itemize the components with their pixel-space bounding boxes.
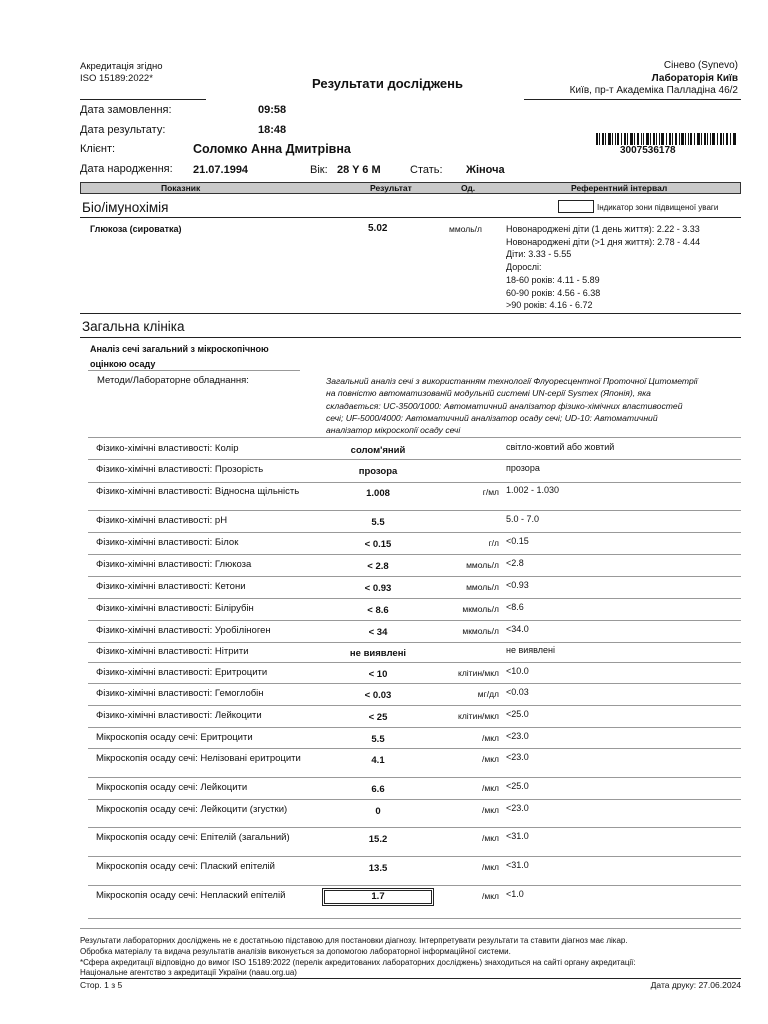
row-unit: г/л [488, 538, 499, 548]
row-indicator: Мікроскопія осаду сечі: Лейкоцити [96, 782, 248, 793]
row-indicator: Фізико-хімічні властивості: Гемоглобін [96, 688, 264, 699]
result-time: 18:48 [258, 124, 287, 136]
lab-city: Лабораторія Київ [651, 72, 738, 84]
glucose-reference-line: Діти: 3.33 - 5.55 [506, 249, 572, 260]
row-indicator: Фізико-хімічні властивості: Еритроцити [96, 667, 268, 678]
col-result: Результат [370, 183, 412, 193]
row-unit: /мкл [482, 891, 499, 901]
lab-address: Київ, пр-т Академіка Палладіна 46/2 [569, 85, 738, 96]
row-indicator: Фізико-хімічні властивості: Колір [96, 443, 239, 454]
row-divider [88, 727, 741, 728]
accreditation-note [80, 61, 163, 85]
urinalysis-name-line-1: Аналіз сечі загальний з мікроскопічною [90, 344, 269, 354]
row-unit: /мкл [482, 862, 499, 872]
clinic-divider-top [80, 313, 741, 314]
age-value: 28 Y 6 M [337, 164, 381, 176]
client-label: Клієнт: [80, 143, 116, 155]
row-indicator: Фізико-хімічні властивості: Білірубін [96, 603, 254, 614]
warning-indicator-label: Індикатор зони підвищеної уваги [597, 203, 719, 212]
row-reference: <25.0 [506, 781, 529, 791]
row-divider [88, 918, 741, 919]
barcode-icon [596, 133, 736, 145]
row-divider [88, 598, 741, 599]
row-unit: /мкл [482, 754, 499, 764]
row-divider [88, 827, 741, 828]
glucose-reference-line: Дорослі: [506, 262, 542, 273]
lab-name: Сінево (Synevo) [663, 60, 738, 71]
order-time: 09:58 [258, 104, 287, 116]
row-result: не виявлені [349, 648, 407, 659]
row-result: 0 [375, 806, 381, 817]
section-clinic-title: Загальна клініка [82, 319, 185, 334]
row-unit: мкмоль/л [462, 604, 499, 614]
row-divider [88, 482, 741, 483]
header-divider-right [524, 99, 741, 100]
row-result: 1.7 [324, 890, 432, 904]
row-indicator: Фізико-хімічні властивості: Білок [96, 537, 239, 548]
row-reference: <8.6 [506, 602, 524, 612]
row-divider [88, 777, 741, 778]
row-result: < 10 [368, 669, 388, 680]
warning-indicator-box [558, 200, 594, 213]
row-divider [88, 885, 741, 886]
row-reference: прозора [506, 463, 540, 473]
row-indicator: Фізико-хімічні властивості: pH [96, 515, 228, 526]
col-indicator: Показник [161, 183, 201, 193]
row-result: < 0.15 [364, 539, 392, 550]
row-divider [88, 554, 741, 555]
footer-bottom-divider [80, 978, 741, 979]
row-unit: мг/дл [477, 689, 499, 699]
page-number: Стор. 1 з 5 [80, 980, 123, 990]
row-reference: <31.0 [506, 860, 529, 870]
row-unit: /мкл [482, 733, 499, 743]
urinalysis-divider [88, 370, 300, 371]
footer-line-1: Результати лабораторних досліджень не є достатньою підставою для постановки діагнозу. Інтерпретувати результати та ставити діагноз має лікар. [80, 936, 628, 945]
row-divider [88, 705, 741, 706]
method-divider [88, 437, 741, 438]
row-reference: <1.0 [506, 889, 524, 899]
row-indicator: Фізико-хімічні властивості: Уробіліноген [96, 625, 271, 636]
row-unit: клітин/мкл [458, 668, 499, 678]
sex-value: Жіноча [466, 164, 505, 176]
row-result: < 25 [368, 712, 388, 723]
row-divider [88, 576, 741, 577]
row-reference: не виявлені [506, 645, 555, 655]
row-unit: ммоль/л [466, 582, 499, 592]
section-bio-title: Біо/імунохімія [82, 200, 169, 215]
result-date-label: Дата результату: [80, 124, 166, 136]
row-reference: <0.93 [506, 580, 529, 590]
order-date-label: Дата замовлення: [80, 104, 172, 116]
row-reference: <25.0 [506, 709, 529, 719]
row-reference: 1.002 - 1.030 [506, 485, 560, 495]
row-reference: <31.0 [506, 831, 529, 841]
row-divider [88, 459, 741, 460]
row-indicator: Мікроскопія осаду сечі: Еритроцити [96, 732, 253, 743]
print-date: Дата друку: 27.06.2024 [650, 980, 741, 990]
row-result: < 2.8 [367, 561, 389, 572]
accreditation-line-2: ISO 15189:2022* [80, 73, 153, 84]
header-divider-left [80, 99, 206, 100]
row-indicator: Мікроскопія осаду сечі: Нелізовані еритроцити [96, 753, 301, 764]
row-indicator: Фізико-хімічні властивості: Лейкоцити [96, 710, 262, 721]
row-reference: <0.03 [506, 687, 529, 697]
accreditation-line-1: Акредитація згідно [80, 61, 163, 72]
glucose-reference [506, 223, 700, 312]
glucose-reference-line: 18-60 років: 4.11 - 5.89 [506, 274, 600, 285]
birth-date: 21.07.1994 [193, 164, 249, 176]
bio-divider [80, 217, 741, 218]
row-reference: 5.0 - 7.0 [506, 514, 540, 524]
glucose-reference-line: Новонароджені діти (>1 дня життя): 2.78 - 4.44 [506, 236, 701, 247]
age-label: Вік: [310, 164, 328, 176]
row-result: 15.2 [368, 834, 388, 845]
footer-line-3: *Сфера акредитації відповідно до вимог ISO 15189:2022 (перелік акредитованих лабораторних досліджень) знаходиться на сайті органу акредитації: [80, 958, 636, 967]
row-divider [88, 683, 741, 684]
page-title: Результати досліджень [312, 76, 463, 91]
row-reference: світло-жовтий або жовтий [506, 442, 615, 452]
row-result: 5.5 [371, 517, 385, 528]
glucose-value: 5.02 [368, 223, 388, 234]
row-result: 5.5 [371, 734, 385, 745]
row-result: 1.008 [366, 488, 390, 499]
row-divider [88, 532, 741, 533]
row-unit: клітин/мкл [458, 711, 499, 721]
method-label: Методи/Лабораторне обладнання: [97, 375, 249, 386]
row-indicator: Фізико-хімічні властивості: Глюкоза [96, 559, 252, 570]
row-result: < 34 [368, 627, 388, 638]
sex-label: Стать: [410, 164, 443, 176]
row-indicator: Фізико-хімічні властивості: Відносна щільність [96, 486, 300, 497]
row-reference: <23.0 [506, 752, 529, 762]
row-reference: <2.8 [506, 558, 524, 568]
row-divider [88, 620, 741, 621]
row-result: < 0.93 [364, 583, 392, 594]
glucose-reference-line: 60-90 років: 4.56 - 6.38 [506, 287, 601, 298]
method-description: Загальний аналіз сечі з використанням технології Флуоресцентної Проточної Цитометрії на повністю автоматизованій модульній системі UN-серії Sysmex (Японія), яка складається: UC-3500/1000: Автоматичний аналізатор фізико-хімічних властивостей сечі; UF-5000/4000: Автоматичний аналізатор осаду сечі; UD-10: Автоматичний аналізатор мікроскопії осаду сечі [326, 376, 698, 436]
urinalysis-test-name [90, 342, 269, 372]
row-reference: <34.0 [506, 624, 529, 634]
row-result: солом'яний [350, 445, 406, 456]
footer-divider [80, 928, 741, 929]
row-reference: <23.0 [506, 731, 529, 741]
glucose-reference-line: Новонароджені діти (1 день життя): 2.22 - 3.33 [506, 224, 700, 234]
client-name: Соломко Анна Дмитрівна [193, 142, 351, 156]
row-unit: /мкл [482, 805, 499, 815]
row-unit: /мкл [482, 833, 499, 843]
row-divider [88, 799, 741, 800]
row-reference: <23.0 [506, 803, 529, 813]
footer-line-4: Національне агентство з акредитації України (naau.org.ua) [80, 968, 297, 977]
barcode-number: 3007536178 [620, 145, 676, 156]
row-unit: /мкл [482, 783, 499, 793]
row-result: < 0.03 [364, 690, 392, 701]
row-divider [88, 748, 741, 749]
urinalysis-name-line-2: оцінкою осаду [90, 359, 156, 369]
row-result: 4.1 [371, 755, 385, 766]
row-indicator: Мікроскопія осаду сечі: Епітелій (загальний) [96, 832, 290, 843]
row-unit: мкмоль/л [462, 626, 499, 636]
col-reference: Референтний інтервал [571, 183, 668, 193]
lab-info [570, 60, 738, 98]
glucose-test-name: Глюкоза (сироватка) [90, 224, 182, 234]
row-divider [88, 856, 741, 857]
row-divider [88, 662, 741, 663]
row-indicator: Фізико-хімічні властивості: Нітрити [96, 646, 249, 657]
glucose-reference-line: >90 років: 4.16 - 6.72 [506, 300, 593, 311]
footer-line-2: Обробка матеріалу та видача результатів аналізів виконується за допомогою лабораторної інформаційної системи. [80, 947, 511, 956]
row-result: прозора [358, 466, 398, 477]
row-unit: г/мл [482, 487, 499, 497]
row-reference: <0.15 [506, 536, 529, 546]
row-result: 6.6 [371, 784, 385, 795]
row-result: < 8.6 [367, 605, 389, 616]
row-unit: ммоль/л [466, 560, 499, 570]
row-indicator: Фізико-хімічні властивості: Кетони [96, 581, 246, 592]
birth-date-label: Дата народження: [80, 163, 173, 175]
row-reference: <10.0 [506, 666, 529, 676]
row-indicator: Мікроскопія осаду сечі: Неплаский епітелій [96, 890, 286, 901]
col-unit: Од. [461, 183, 476, 193]
glucose-unit: ммоль/л [449, 224, 482, 234]
row-divider [88, 510, 741, 511]
row-divider [88, 642, 741, 643]
row-indicator: Мікроскопія осаду сечі: Лейкоцити (згустки) [96, 804, 288, 815]
row-indicator: Мікроскопія осаду сечі: Плаский епітелій [96, 861, 275, 872]
row-indicator: Фізико-хімічні властивості: Прозорість [96, 464, 264, 475]
row-result: 13.5 [368, 863, 388, 874]
table-header [80, 182, 741, 194]
clinic-divider [80, 337, 741, 338]
